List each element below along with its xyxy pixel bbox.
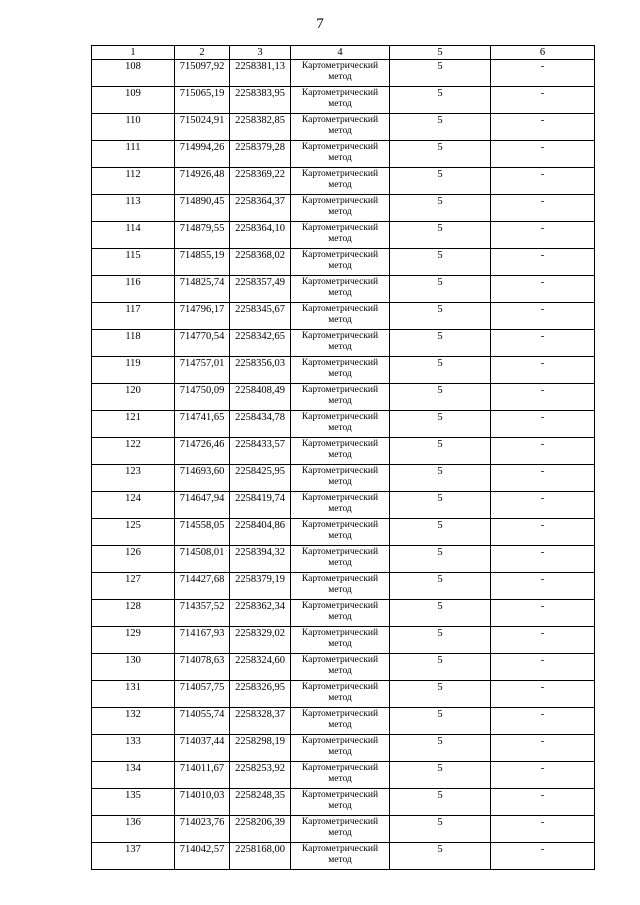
x-coordinate-cell: 714741,65 xyxy=(175,411,230,438)
x-coordinate-cell: 714167,93 xyxy=(175,627,230,654)
point-number-cell: 130 xyxy=(92,654,175,681)
table-row xyxy=(92,60,595,87)
y-coordinate-cell: 2258362,34 xyxy=(230,600,291,627)
x-coordinate-cell: 714796,17 xyxy=(175,303,230,330)
method-cell: Картометрический метод xyxy=(291,222,390,249)
point-number-cell: 121 xyxy=(92,411,175,438)
note-cell: - xyxy=(491,87,595,114)
method-cell: Картометрический метод xyxy=(291,735,390,762)
note-cell: - xyxy=(491,303,595,330)
table-row xyxy=(92,735,595,762)
y-coordinate-cell: 2258383,95 xyxy=(230,87,291,114)
note-cell: - xyxy=(491,357,595,384)
point-number-cell: 131 xyxy=(92,681,175,708)
note-cell: - xyxy=(491,492,595,519)
table-row xyxy=(92,384,595,411)
accuracy-cell: 5 xyxy=(390,168,491,195)
table-row xyxy=(92,114,595,141)
accuracy-cell: 5 xyxy=(390,654,491,681)
method-cell: Картометрический метод xyxy=(291,141,390,168)
y-coordinate-cell: 2258404,86 xyxy=(230,519,291,546)
x-coordinate-cell: 714011,67 xyxy=(175,762,230,789)
x-coordinate-cell: 714042,57 xyxy=(175,843,230,870)
table-row xyxy=(92,141,595,168)
note-cell: - xyxy=(491,627,595,654)
method-cell: Картометрический метод xyxy=(291,546,390,573)
note-cell: - xyxy=(491,546,595,573)
accuracy-cell: 5 xyxy=(390,708,491,735)
table-row xyxy=(92,168,595,195)
note-cell: - xyxy=(491,789,595,816)
point-number-cell: 133 xyxy=(92,735,175,762)
method-cell: Картометрический метод xyxy=(291,519,390,546)
x-coordinate-cell: 714558,05 xyxy=(175,519,230,546)
table-row xyxy=(92,708,595,735)
point-number-cell: 117 xyxy=(92,303,175,330)
x-coordinate-cell: 714010,03 xyxy=(175,789,230,816)
accuracy-cell: 5 xyxy=(390,114,491,141)
x-coordinate-cell: 714023,76 xyxy=(175,816,230,843)
note-cell: - xyxy=(491,735,595,762)
y-coordinate-cell: 2258328,37 xyxy=(230,708,291,735)
table-row xyxy=(92,249,595,276)
note-cell: - xyxy=(491,438,595,465)
method-cell: Картометрический метод xyxy=(291,168,390,195)
accuracy-cell: 5 xyxy=(390,87,491,114)
accuracy-cell: 5 xyxy=(390,249,491,276)
point-number-cell: 123 xyxy=(92,465,175,492)
x-coordinate-cell: 714757,01 xyxy=(175,357,230,384)
point-number-cell: 128 xyxy=(92,600,175,627)
y-coordinate-cell: 2258168,00 xyxy=(230,843,291,870)
header-cell-3: 3 xyxy=(230,46,291,60)
table-row xyxy=(92,330,595,357)
header-cell-5: 5 xyxy=(390,46,491,60)
note-cell: - xyxy=(491,60,595,87)
x-coordinate-cell: 714890,45 xyxy=(175,195,230,222)
table-row xyxy=(92,276,595,303)
note-cell: - xyxy=(491,654,595,681)
table-row xyxy=(92,303,595,330)
y-coordinate-cell: 2258433,57 xyxy=(230,438,291,465)
note-cell: - xyxy=(491,573,595,600)
point-number-cell: 129 xyxy=(92,627,175,654)
point-number-cell: 113 xyxy=(92,195,175,222)
method-cell: Картометрический метод xyxy=(291,384,390,411)
x-coordinate-cell: 714770,54 xyxy=(175,330,230,357)
x-coordinate-cell: 714357,52 xyxy=(175,600,230,627)
x-coordinate-cell: 714057,75 xyxy=(175,681,230,708)
note-cell: - xyxy=(491,465,595,492)
x-coordinate-cell: 714427,68 xyxy=(175,573,230,600)
method-cell: Картометрический метод xyxy=(291,573,390,600)
note-cell: - xyxy=(491,600,595,627)
point-number-cell: 120 xyxy=(92,384,175,411)
table-row xyxy=(92,492,595,519)
point-number-cell: 125 xyxy=(92,519,175,546)
method-cell: Картометрический метод xyxy=(291,330,390,357)
coordinates-table xyxy=(91,45,595,870)
y-coordinate-cell: 2258364,10 xyxy=(230,222,291,249)
y-coordinate-cell: 2258419,74 xyxy=(230,492,291,519)
accuracy-cell: 5 xyxy=(390,438,491,465)
header-cell-6: 6 xyxy=(491,46,595,60)
note-cell: - xyxy=(491,222,595,249)
method-cell: Картометрический метод xyxy=(291,816,390,843)
method-cell: Картометрический метод xyxy=(291,276,390,303)
point-number-cell: 132 xyxy=(92,708,175,735)
accuracy-cell: 5 xyxy=(390,141,491,168)
y-coordinate-cell: 2258356,03 xyxy=(230,357,291,384)
x-coordinate-cell: 714647,94 xyxy=(175,492,230,519)
table-row xyxy=(92,816,595,843)
note-cell: - xyxy=(491,519,595,546)
table-row xyxy=(92,627,595,654)
table-row xyxy=(92,843,595,870)
page-number: 7 xyxy=(316,16,324,32)
accuracy-cell: 5 xyxy=(390,492,491,519)
point-number-cell: 114 xyxy=(92,222,175,249)
note-cell: - xyxy=(491,762,595,789)
note-cell: - xyxy=(491,411,595,438)
table-row xyxy=(92,546,595,573)
x-coordinate-cell: 714879,55 xyxy=(175,222,230,249)
method-cell: Картометрический метод xyxy=(291,411,390,438)
header-row xyxy=(92,46,595,60)
point-number-cell: 112 xyxy=(92,168,175,195)
y-coordinate-cell: 2258326,95 xyxy=(230,681,291,708)
accuracy-cell: 5 xyxy=(390,600,491,627)
note-cell: - xyxy=(491,816,595,843)
note-cell: - xyxy=(491,843,595,870)
point-number-cell: 108 xyxy=(92,60,175,87)
point-number-cell: 122 xyxy=(92,438,175,465)
point-number-cell: 136 xyxy=(92,816,175,843)
table-row xyxy=(92,573,595,600)
method-cell: Картометрический метод xyxy=(291,492,390,519)
y-coordinate-cell: 2258364,37 xyxy=(230,195,291,222)
table-row xyxy=(92,195,595,222)
y-coordinate-cell: 2258298,19 xyxy=(230,735,291,762)
table-row xyxy=(92,87,595,114)
x-coordinate-cell: 715024,91 xyxy=(175,114,230,141)
x-coordinate-cell: 714926,48 xyxy=(175,168,230,195)
note-cell: - xyxy=(491,384,595,411)
point-number-cell: 119 xyxy=(92,357,175,384)
table-row xyxy=(92,762,595,789)
accuracy-cell: 5 xyxy=(390,681,491,708)
method-cell: Картометрический метод xyxy=(291,195,390,222)
x-coordinate-cell: 714693,60 xyxy=(175,465,230,492)
method-cell: Картометрический метод xyxy=(291,87,390,114)
method-cell: Картометрический метод xyxy=(291,114,390,141)
table-row xyxy=(92,519,595,546)
accuracy-cell: 5 xyxy=(390,519,491,546)
note-cell: - xyxy=(491,681,595,708)
method-cell: Картометрический метод xyxy=(291,681,390,708)
x-coordinate-cell: 715065,19 xyxy=(175,87,230,114)
accuracy-cell: 5 xyxy=(390,789,491,816)
accuracy-cell: 5 xyxy=(390,303,491,330)
y-coordinate-cell: 2258394,32 xyxy=(230,546,291,573)
x-coordinate-cell: 714508,01 xyxy=(175,546,230,573)
note-cell: - xyxy=(491,276,595,303)
accuracy-cell: 5 xyxy=(390,627,491,654)
header-cell-2: 2 xyxy=(175,46,230,60)
table-row xyxy=(92,465,595,492)
accuracy-cell: 5 xyxy=(390,195,491,222)
accuracy-cell: 5 xyxy=(390,357,491,384)
y-coordinate-cell: 2258253,92 xyxy=(230,762,291,789)
method-cell: Картометрический метод xyxy=(291,843,390,870)
x-coordinate-cell: 714726,46 xyxy=(175,438,230,465)
x-coordinate-cell: 714855,19 xyxy=(175,249,230,276)
method-cell: Картометрический метод xyxy=(291,654,390,681)
table-row xyxy=(92,411,595,438)
method-cell: Картометрический метод xyxy=(291,762,390,789)
accuracy-cell: 5 xyxy=(390,60,491,87)
y-coordinate-cell: 2258206,39 xyxy=(230,816,291,843)
x-coordinate-cell: 715097,92 xyxy=(175,60,230,87)
point-number-cell: 109 xyxy=(92,87,175,114)
y-coordinate-cell: 2258368,02 xyxy=(230,249,291,276)
point-number-cell: 124 xyxy=(92,492,175,519)
point-number-cell: 118 xyxy=(92,330,175,357)
point-number-cell: 111 xyxy=(92,141,175,168)
method-cell: Картометрический метод xyxy=(291,249,390,276)
y-coordinate-cell: 2258329,02 xyxy=(230,627,291,654)
x-coordinate-cell: 714750,09 xyxy=(175,384,230,411)
header-cell-4: 4 xyxy=(291,46,390,60)
y-coordinate-cell: 2258379,28 xyxy=(230,141,291,168)
point-number-cell: 110 xyxy=(92,114,175,141)
accuracy-cell: 5 xyxy=(390,330,491,357)
y-coordinate-cell: 2258381,13 xyxy=(230,60,291,87)
point-number-cell: 126 xyxy=(92,546,175,573)
point-number-cell: 115 xyxy=(92,249,175,276)
method-cell: Картометрический метод xyxy=(291,708,390,735)
method-cell: Картометрический метод xyxy=(291,789,390,816)
note-cell: - xyxy=(491,249,595,276)
y-coordinate-cell: 2258248,35 xyxy=(230,789,291,816)
accuracy-cell: 5 xyxy=(390,816,491,843)
note-cell: - xyxy=(491,141,595,168)
method-cell: Картометрический метод xyxy=(291,600,390,627)
accuracy-cell: 5 xyxy=(390,465,491,492)
accuracy-cell: 5 xyxy=(390,546,491,573)
table-header xyxy=(92,46,595,60)
y-coordinate-cell: 2258379,19 xyxy=(230,573,291,600)
y-coordinate-cell: 2258434,78 xyxy=(230,411,291,438)
note-cell: - xyxy=(491,330,595,357)
method-cell: Картометрический метод xyxy=(291,357,390,384)
note-cell: - xyxy=(491,708,595,735)
table-row xyxy=(92,222,595,249)
note-cell: - xyxy=(491,195,595,222)
y-coordinate-cell: 2258342,65 xyxy=(230,330,291,357)
point-number-cell: 135 xyxy=(92,789,175,816)
accuracy-cell: 5 xyxy=(390,384,491,411)
method-cell: Картометрический метод xyxy=(291,438,390,465)
y-coordinate-cell: 2258425,95 xyxy=(230,465,291,492)
y-coordinate-cell: 2258369,22 xyxy=(230,168,291,195)
header-cell-1: 1 xyxy=(92,46,175,60)
y-coordinate-cell: 2258345,67 xyxy=(230,303,291,330)
x-coordinate-cell: 714994,26 xyxy=(175,141,230,168)
point-number-cell: 137 xyxy=(92,843,175,870)
x-coordinate-cell: 714078,63 xyxy=(175,654,230,681)
accuracy-cell: 5 xyxy=(390,276,491,303)
accuracy-cell: 5 xyxy=(390,222,491,249)
y-coordinate-cell: 2258324,60 xyxy=(230,654,291,681)
point-number-cell: 134 xyxy=(92,762,175,789)
x-coordinate-cell: 714055,74 xyxy=(175,708,230,735)
method-cell: Картометрический метод xyxy=(291,465,390,492)
table-row xyxy=(92,438,595,465)
table-row xyxy=(92,357,595,384)
accuracy-cell: 5 xyxy=(390,735,491,762)
y-coordinate-cell: 2258408,49 xyxy=(230,384,291,411)
table-row xyxy=(92,654,595,681)
method-cell: Картометрический метод xyxy=(291,627,390,654)
method-cell: Картометрический метод xyxy=(291,303,390,330)
accuracy-cell: 5 xyxy=(390,843,491,870)
point-number-cell: 116 xyxy=(92,276,175,303)
accuracy-cell: 5 xyxy=(390,573,491,600)
note-cell: - xyxy=(491,168,595,195)
method-cell: Картометрический метод xyxy=(291,60,390,87)
table-row xyxy=(92,789,595,816)
y-coordinate-cell: 2258357,49 xyxy=(230,276,291,303)
table-body xyxy=(92,60,595,870)
accuracy-cell: 5 xyxy=(390,411,491,438)
table-row xyxy=(92,600,595,627)
y-coordinate-cell: 2258382,85 xyxy=(230,114,291,141)
x-coordinate-cell: 714825,74 xyxy=(175,276,230,303)
table-row xyxy=(92,681,595,708)
point-number-cell: 127 xyxy=(92,573,175,600)
note-cell: - xyxy=(491,114,595,141)
x-coordinate-cell: 714037,44 xyxy=(175,735,230,762)
accuracy-cell: 5 xyxy=(390,762,491,789)
